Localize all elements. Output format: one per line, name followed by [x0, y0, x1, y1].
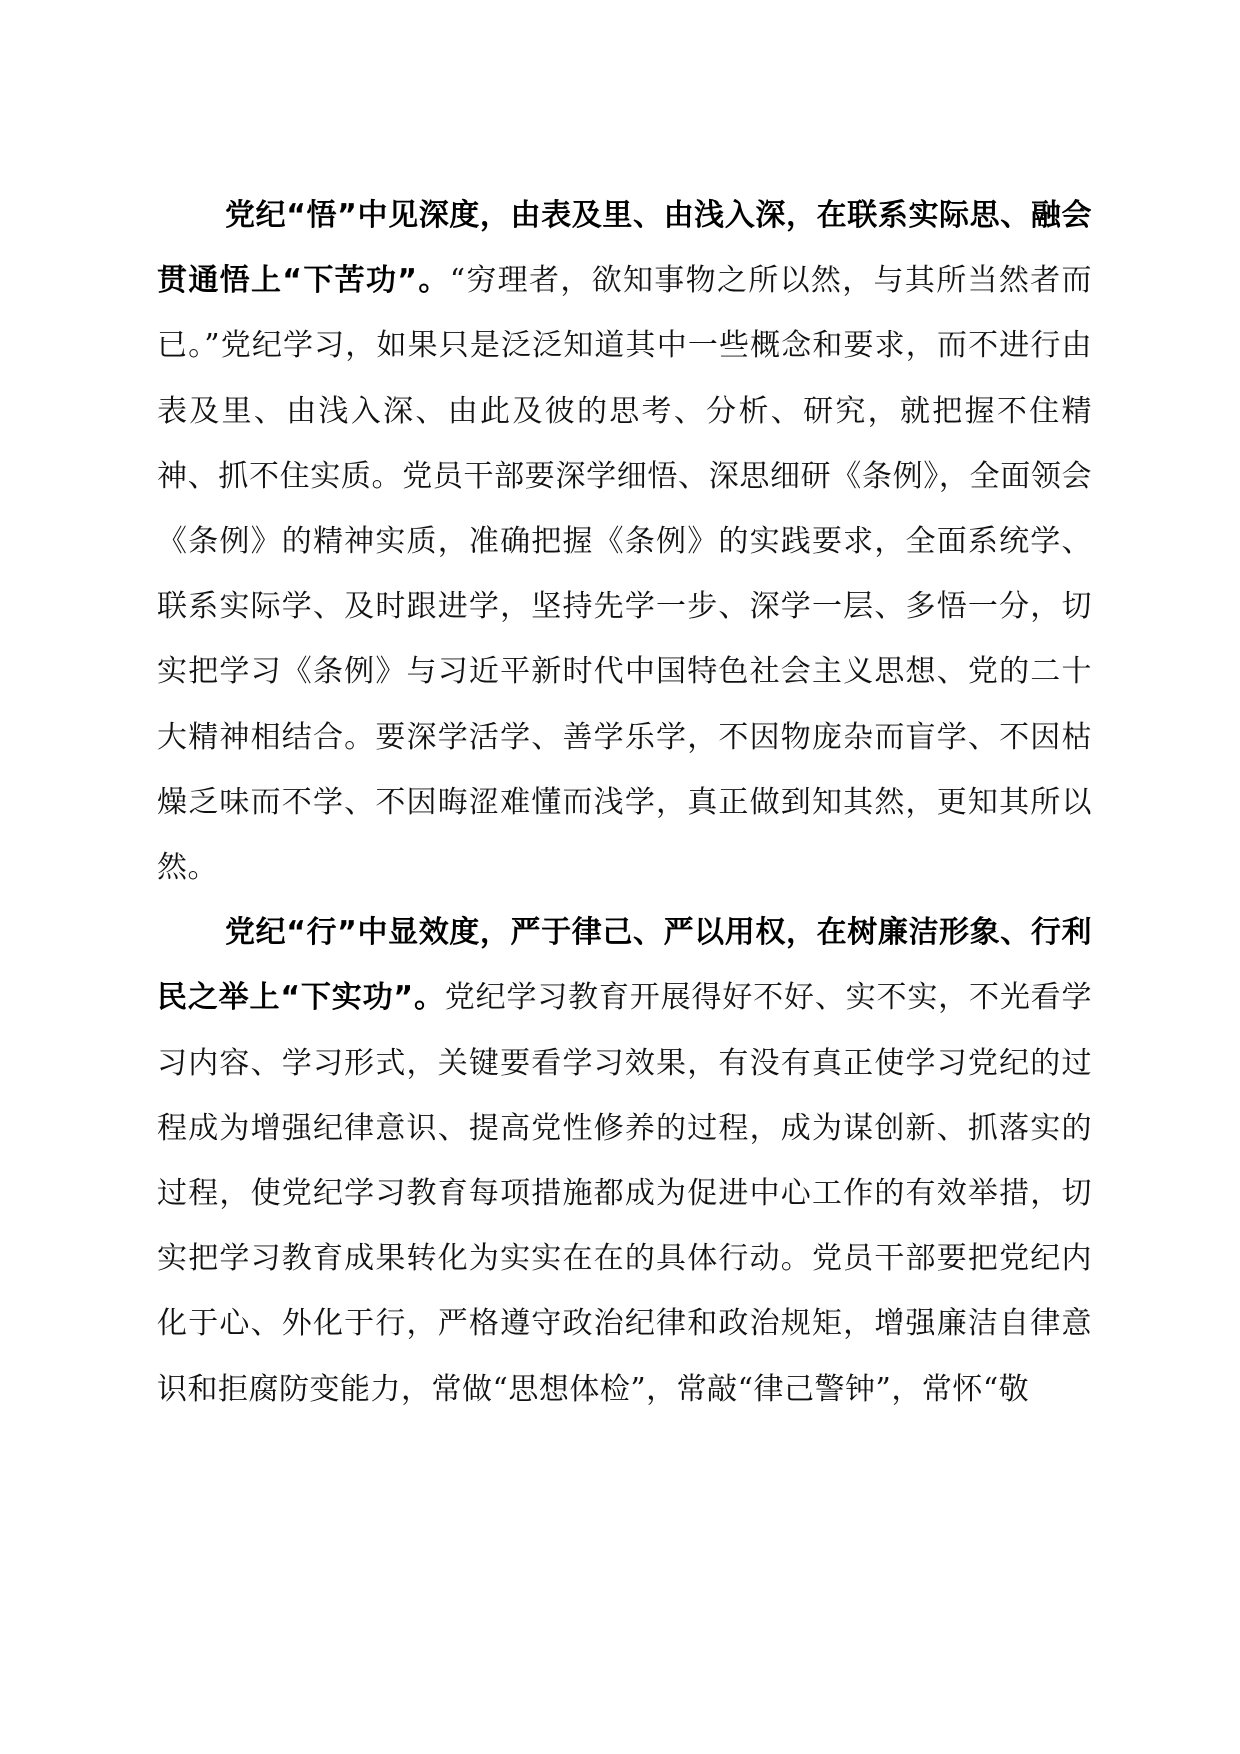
paragraph-body-text: “穷理者，欲知事物之所以然，与其所当然者而已。”党纪学习，如果只是泛泛知道其中一些概念和要求，而不进行由表及里、由浅入深、由此及彼的思考、分析、研究，就把握不住精神、抓不住实质。党员干部要深学细悟、深思细研《条例》，全面领会《条例》的精神实质，准确把握《条例》的实践要求，全面系统学、联系实际学、及时跟进学，坚持先学一步、深学一层、多悟一分，切实把学习《条例》与习近平新时代中国特色社会主义思想、党的二十大精神相结合。要深学活学、善学乐学，不因物庞杂而盲学、不因枯燥乏味而不学、不因晦涩难懂而浅学，真正做到知其然，更知其所以然。	[157, 263, 1093, 886]
paragraph-action	[157, 900, 1092, 1422]
paragraph-body-text: 党纪学习教育开展得好不好、实不实，不光看学习内容、学习形式，关键要看学习效果，有没有真正使学习党纪的过程成为增强纪律意识、提高党性修养的过程，成为谋创新、抓落实的过程，使党纪学习教育每项措施都成为促进中心工作的有效举措，切实把学习教育成果转化为实实在在的具体行动。党员干部要把党纪内化于心、外化于行，严格遵守政治纪律和政治规矩，增强廉洁自律意识和拒腐防变能力，常做“思想体检”，常敲“律己警钟”，常怀“敬	[157, 980, 1093, 1407]
paragraph-lead-heading: 党纪“悟”中见深度，由表及里、由浅入深，在联系实际思、融会贯通悟上“下苦功”。	[157, 198, 1092, 299]
document-body	[157, 183, 1092, 1422]
paragraph-lead-heading: 党纪“行”中显效度，严于律己、严以用权，在树廉洁形象、行利民之举上“下实功”。	[157, 915, 1092, 1016]
paragraph-understanding	[157, 183, 1092, 900]
